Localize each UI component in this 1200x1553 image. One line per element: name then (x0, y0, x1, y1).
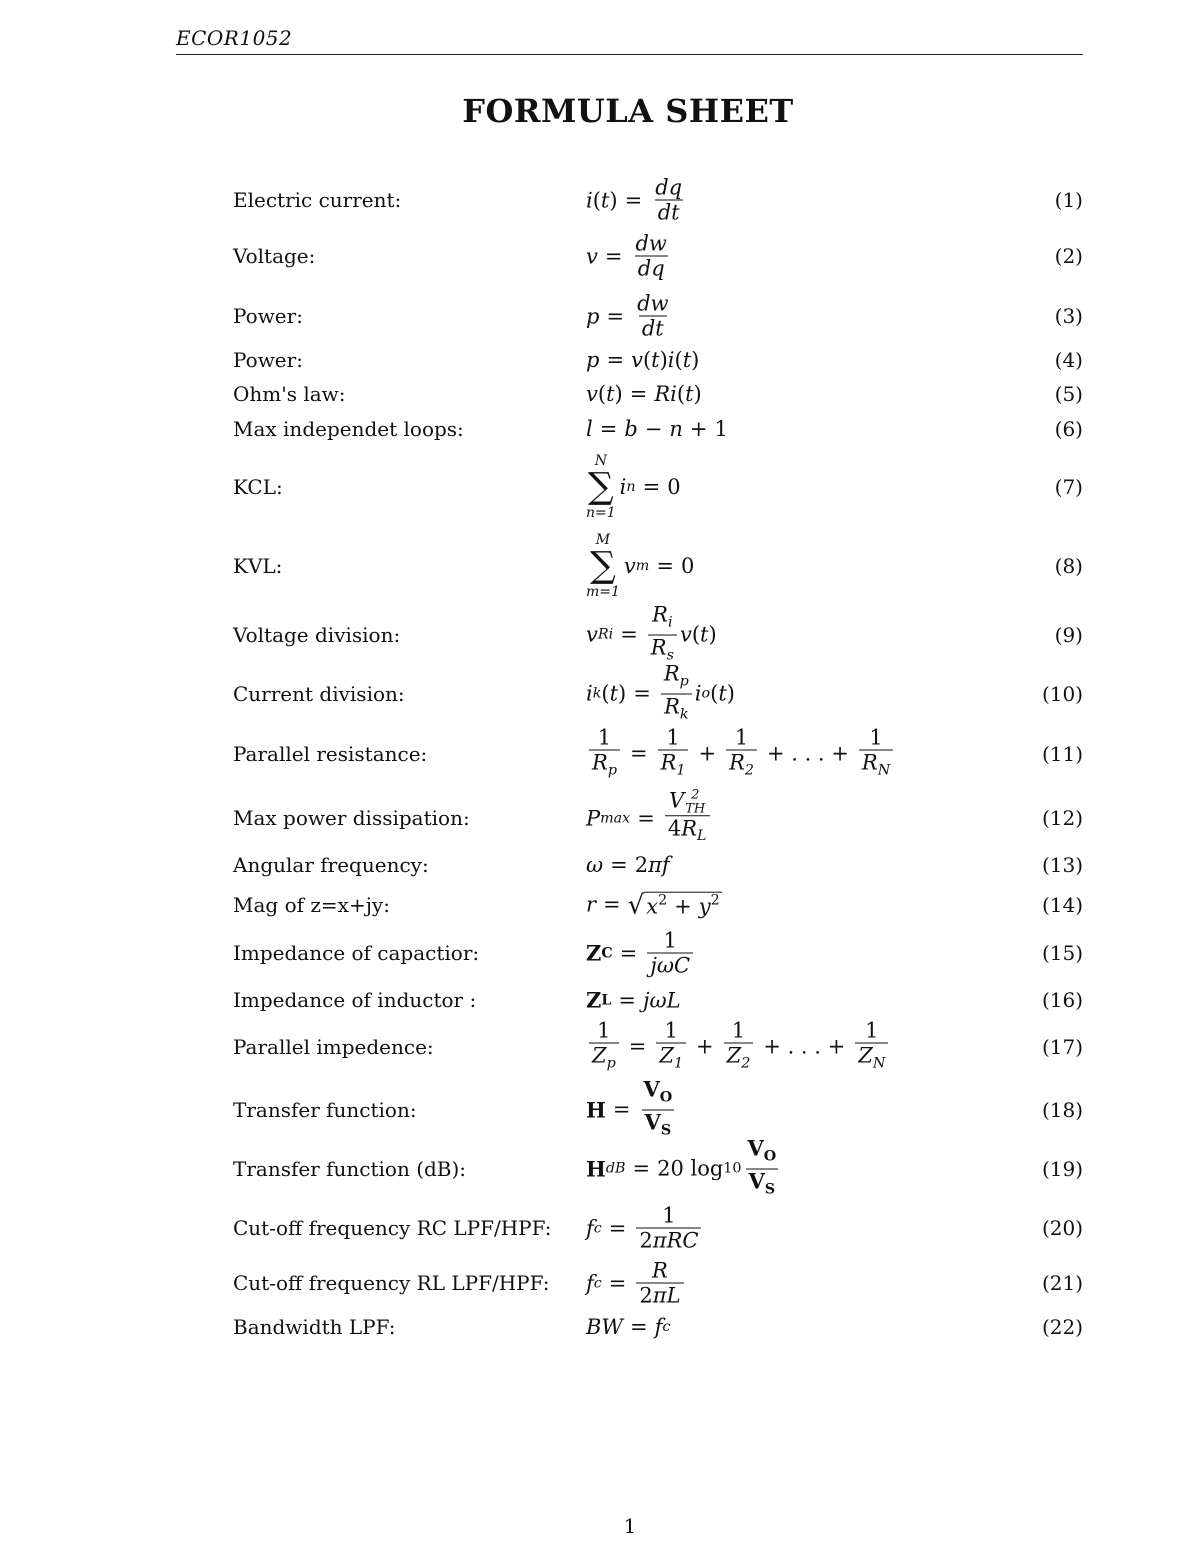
page-number: 1 (623, 1514, 637, 1538)
equation-number: (16) (1041, 988, 1083, 1012)
formula-expression: i k ( t ) = $\frac{R_p}{R_k}$ i o ( t ) (586, 662, 735, 727)
formula-expression: i ( t ) = $\frac{dq}{dt}$ (586, 175, 683, 225)
formula-label: Cut-off frequency RC LPF/HPF: (233, 1216, 552, 1240)
equation-number: (7) (1054, 475, 1083, 499)
formula-expression: N ∑ n=1 i n = 0 (586, 453, 681, 521)
page-header (176, 26, 1083, 55)
equation-number: (1) (1054, 188, 1083, 212)
page-title: FORMULA SHEET (462, 92, 794, 130)
formula-expression: v = $\frac{dw}{dq}$ (586, 231, 667, 281)
formula-label: Power: (233, 348, 303, 372)
formula-label: Transfer function (dB): (233, 1157, 467, 1181)
formula-expression: p = $\frac{dw}{dt}$ (586, 291, 669, 341)
equation-number: (22) (1041, 1315, 1083, 1339)
formula-label: Max power dissipation: (233, 806, 470, 830)
formula-expression: Z C = $\frac{1}{\text{jωC}}$ (586, 929, 696, 978)
formula-label: Mag of z=x+jy: (233, 893, 390, 917)
square-root-symbol: √ $x^2 + y^2$ (627, 890, 720, 921)
equation-number: (11) (1041, 742, 1083, 766)
formula-expression: v Ri = $\frac{R_i}{R_s}$ v ( t ) (586, 603, 717, 668)
formula-label: Power: (233, 304, 303, 328)
formula-expression: ω = 2 πf (586, 853, 670, 877)
formula-expression: f c = $\frac{R}{2\pi L}$ (586, 1259, 687, 1308)
formula-label: Parallel resistance: (233, 742, 428, 766)
formula-expression: l = b − n + 1 (586, 417, 728, 441)
formula-expression: H dB = 20 log 10 $\frac{V_O}{V_S}$ (586, 1137, 782, 1202)
summation-symbol: N ∑ n=1 (586, 453, 616, 521)
formula-label: Ohm's law: (233, 382, 346, 406)
equation-number: (5) (1054, 382, 1083, 406)
equation-number: (10) (1041, 682, 1083, 706)
equation-number: (4) (1054, 348, 1083, 372)
formula-expression: H = $\frac{V_O}{V_S}$ (586, 1078, 678, 1143)
formula-label: Voltage: (233, 244, 316, 268)
formula-label: Bandwidth LPF: (233, 1315, 396, 1339)
formula-label: Current division: (233, 682, 405, 706)
equation-number: (8) (1054, 554, 1083, 578)
formula-label: Impedance of inductor : (233, 988, 477, 1012)
equation-number: (2) (1054, 244, 1083, 268)
equation-number: (18) (1041, 1098, 1083, 1122)
formula-label: Electric current: (233, 188, 402, 212)
formula-label: Parallel impedence: (233, 1035, 434, 1059)
course-code: ECOR1052 (176, 26, 293, 50)
formula-label: Impedance of capactior: (233, 941, 480, 965)
formula-expression: $\frac{1}{R_p}$ = $\frac{1}{R_1}$ + $\frac{1}{R_2}$ + . . . + $\frac{1}{R_N}$ (586, 726, 896, 783)
equation-number: (14) (1041, 893, 1083, 917)
equation-number: (6) (1054, 417, 1083, 441)
formula-label: Transfer function: (233, 1098, 417, 1122)
equation-number: (3) (1054, 304, 1083, 328)
equation-number: (19) (1041, 1157, 1083, 1181)
formula-expression: f c = $\frac{1}{\text{2πRC}}$ (586, 1204, 704, 1253)
formula-label: Voltage division: (233, 623, 401, 647)
formula-expression: Z L = jωL (586, 987, 681, 1013)
formula-label: KCL: (233, 475, 283, 499)
equation-number: (9) (1054, 623, 1083, 647)
formula-label: Angular frequency: (233, 853, 429, 877)
summation-symbol: M ∑ m=1 (586, 532, 620, 600)
formula-expression: p = v ( t ) i ( t ) (586, 348, 700, 372)
formula-expression: v ( t ) = Ri ( t ) (586, 382, 702, 406)
equation-number: (17) (1041, 1035, 1083, 1059)
formula-label: Cut-off frequency RL LPF/HPF: (233, 1271, 550, 1295)
formula-expression: M ∑ m=1 v m = 0 (586, 532, 695, 600)
formula-expression: BW = f c (586, 1315, 671, 1339)
formula-expression: P max = V 2 TH $4R_L$ (586, 788, 713, 848)
equation-number: (13) (1041, 853, 1083, 877)
equation-number: (15) (1041, 941, 1083, 965)
equation-number: (21) (1041, 1271, 1083, 1295)
formula-expression: $\frac{1}{Z_p}$ = $\frac{1}{Z_1}$ + $\frac{1}{Z_2}$ + . . . + $\frac{1}{Z_N}$ (586, 1019, 891, 1076)
formula-label: Max independet loops: (233, 417, 464, 441)
equation-number: (20) (1041, 1216, 1083, 1240)
equation-number: (12) (1041, 806, 1083, 830)
formula-label: KVL: (233, 554, 283, 578)
formula-expression: r = √ $x^2 + y^2$ (586, 890, 720, 921)
